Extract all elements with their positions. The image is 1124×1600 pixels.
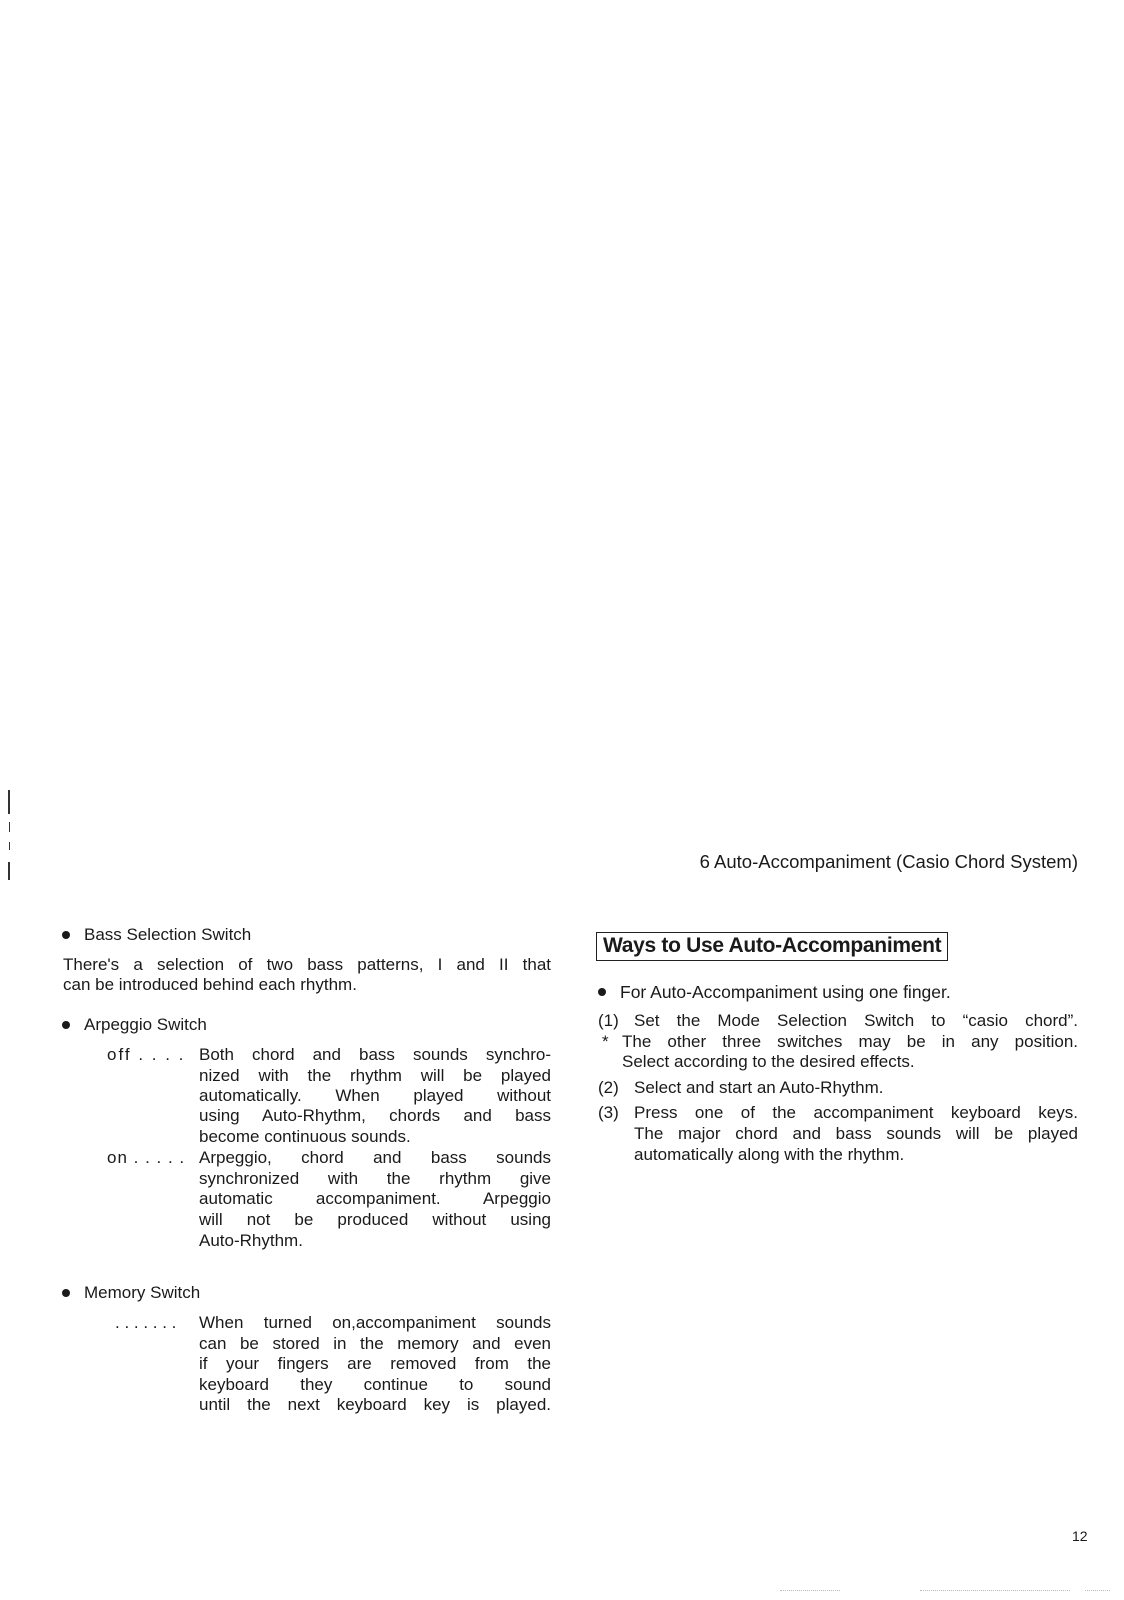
arpeggio-on-line: synchronized with the rhythm give — [199, 1169, 551, 1188]
step-number: (3) — [598, 1103, 619, 1122]
arpeggio-off-line: automatically. When played without — [199, 1086, 551, 1105]
arpeggio-on-line: Arpeggio, chord and bass sounds — [199, 1148, 551, 1167]
one-finger-heading: For Auto-Accompaniment using one finger. — [598, 982, 951, 1003]
memory-leader: . . . . . . . — [115, 1313, 177, 1332]
arpeggio-off-label: off . . . . — [107, 1045, 186, 1064]
note-asterisk: * — [602, 1032, 609, 1051]
binding-edge-mark — [8, 862, 10, 880]
memory-line: keyboard they continue to sound — [199, 1375, 551, 1394]
arpeggio-on-label: on . . . . . — [107, 1148, 186, 1167]
page-number: 12 — [1072, 1528, 1088, 1544]
arpeggio-off-line: using Auto-Rhythm, chords and bass — [199, 1106, 551, 1125]
step-text: Press one of the accompaniment keyboard keys. — [634, 1103, 1078, 1122]
memory-line: if your fingers are removed from the — [199, 1354, 551, 1373]
bass-selection-text-line: There's a selection of two bass patterns, I and II that — [63, 955, 551, 974]
arpeggio-off-line: nized with the rhythm will be played — [199, 1066, 551, 1085]
bullet-icon — [62, 1289, 70, 1297]
binding-edge-mark — [8, 790, 10, 814]
scan-noise — [1085, 1590, 1110, 1592]
bass-selection-text-line: can be introduced behind each rhythm. — [63, 975, 357, 994]
arpeggio-heading: Arpeggio Switch — [62, 1015, 207, 1036]
bullet-icon — [62, 1021, 70, 1029]
arpeggio-on-line: automatic accompaniment. Arpeggio — [199, 1189, 551, 1208]
binding-edge-mark — [9, 842, 10, 850]
arpeggio-on-line: will not be produced without using — [199, 1210, 551, 1229]
note-text: The other three switches may be in any position. — [622, 1032, 1078, 1051]
arpeggio-off-line: become continuous sounds. — [199, 1127, 411, 1146]
memory-line: When turned on,accompaniment sounds — [199, 1313, 551, 1332]
arpeggio-on-line: Auto-Rhythm. — [199, 1231, 303, 1250]
step-text: automatically along with the rhythm. — [634, 1145, 905, 1164]
step-text: The major chord and bass sounds will be played — [634, 1124, 1078, 1143]
scan-noise — [780, 1590, 840, 1592]
memory-heading: Memory Switch — [62, 1283, 200, 1304]
step-number: (2) — [598, 1078, 619, 1097]
memory-line: can be stored in the memory and even — [199, 1334, 551, 1353]
step-number: (1) — [598, 1011, 619, 1030]
scan-noise — [920, 1590, 1070, 1592]
arpeggio-off-line: Both chord and bass sounds synchro- — [199, 1045, 551, 1064]
note-text: Select according to the desired effects. — [622, 1052, 915, 1071]
ways-to-use-title: Ways to Use Auto-Accompaniment — [596, 932, 948, 961]
bass-selection-heading: Bass Selection Switch — [62, 925, 251, 946]
step-text: Select and start an Auto-Rhythm. — [634, 1078, 884, 1097]
bullet-icon — [598, 988, 606, 996]
bullet-icon — [62, 931, 70, 939]
binding-edge-mark — [9, 822, 10, 832]
section-header: 6 Auto-Accompaniment (Casio Chord System) — [699, 851, 1078, 872]
memory-line: until the next keyboard key is played. — [199, 1395, 551, 1414]
step-text: Set the Mode Selection Switch to “casio chord”. — [634, 1011, 1078, 1030]
